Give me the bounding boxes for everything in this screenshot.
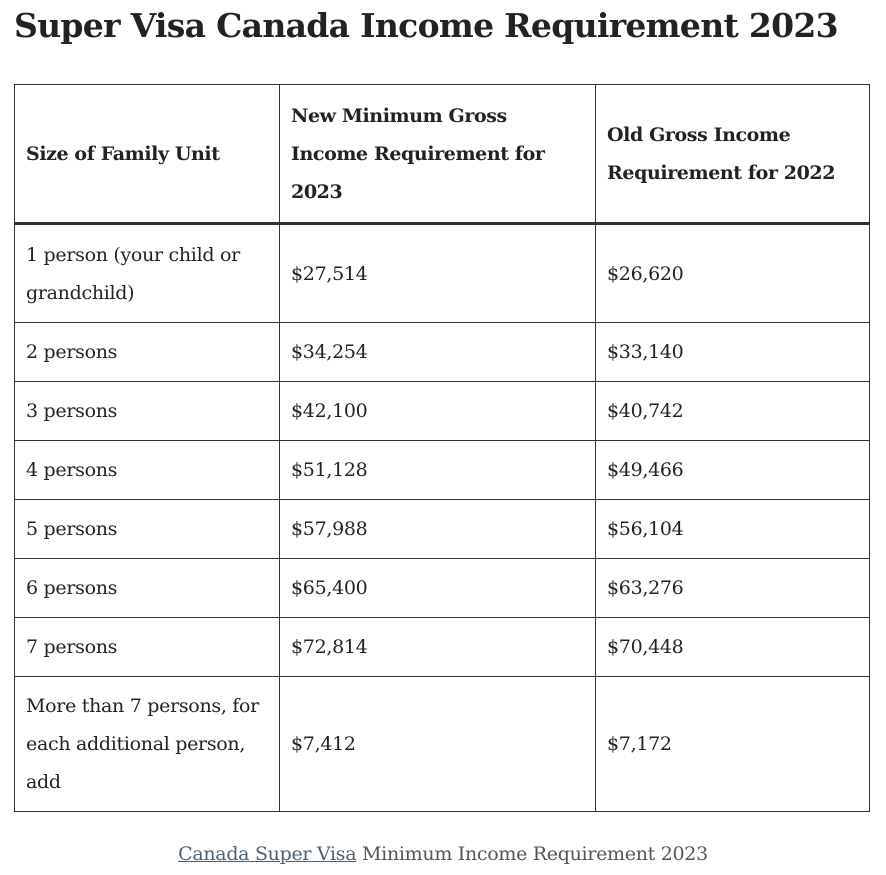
canada-super-visa-link[interactable]: Canada Super Visa xyxy=(178,843,357,865)
table-row xyxy=(15,224,870,323)
header-old-requirement-2022: Old Gross Income Requirement for 2022 xyxy=(596,85,870,224)
family-size-cell: 2 persons xyxy=(15,323,280,382)
table-row xyxy=(15,500,870,559)
family-size-cell: 7 persons xyxy=(15,618,280,677)
old-income-cell: $33,140 xyxy=(596,323,870,382)
new-income-cell: $51,128 xyxy=(280,441,596,500)
family-size-cell: More than 7 persons, for each additional person, add xyxy=(15,677,280,812)
income-requirement-table xyxy=(14,84,870,812)
new-income-cell: $42,100 xyxy=(280,382,596,441)
family-size-cell: 3 persons xyxy=(15,382,280,441)
table-caption xyxy=(0,840,886,868)
table-row xyxy=(15,618,870,677)
header-new-requirement-2023: New Minimum Gross Income Requirement for 2023 xyxy=(280,85,596,224)
old-income-cell: $70,448 xyxy=(596,618,870,677)
table-row xyxy=(15,323,870,382)
new-income-cell: $57,988 xyxy=(280,500,596,559)
header-size-of-family-unit: Size of Family Unit xyxy=(15,85,280,224)
old-income-cell: $7,172 xyxy=(596,677,870,812)
new-income-cell: $72,814 xyxy=(280,618,596,677)
family-size-cell: 4 persons xyxy=(15,441,280,500)
table-row xyxy=(15,441,870,500)
old-income-cell: $26,620 xyxy=(596,224,870,323)
table-row xyxy=(15,677,870,812)
old-income-cell: $63,276 xyxy=(596,559,870,618)
family-size-cell: 5 persons xyxy=(15,500,280,559)
new-income-cell: $7,412 xyxy=(280,677,596,812)
family-size-cell: 1 person (your child or grandchild) xyxy=(15,224,280,323)
table-row xyxy=(15,382,870,441)
old-income-cell: $49,466 xyxy=(596,441,870,500)
old-income-cell: $40,742 xyxy=(596,382,870,441)
table-row xyxy=(15,559,870,618)
new-income-cell: $27,514 xyxy=(280,224,596,323)
caption-text: Minimum Income Requirement 2023 xyxy=(356,843,708,865)
family-size-cell: 6 persons xyxy=(15,559,280,618)
table-header-row xyxy=(15,85,870,224)
old-income-cell: $56,104 xyxy=(596,500,870,559)
new-income-cell: $65,400 xyxy=(280,559,596,618)
new-income-cell: $34,254 xyxy=(280,323,596,382)
page-title: Super Visa Canada Income Requirement 2023 xyxy=(14,6,838,45)
